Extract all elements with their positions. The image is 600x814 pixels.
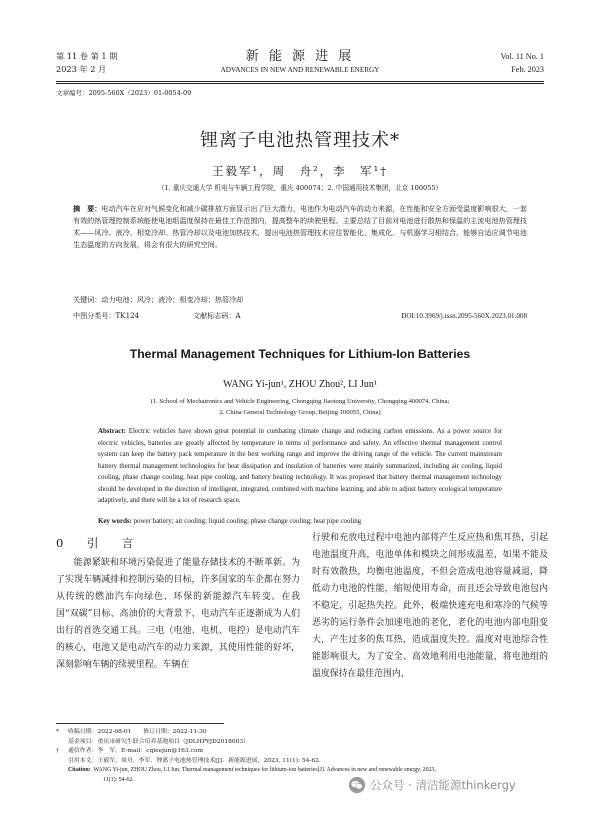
footnote-rule [56, 723, 224, 724]
footnote-cite-cn: 引用本文：王毅军，周舟，李军．锂离子电池热管理技术[J]．新能源进展，2023, 11(1): 54-62. [68, 757, 321, 764]
corresponding-author: 通信作者：李 军，E-mail：cqleejun@163.com [68, 748, 203, 754]
abstract-label-en: Abstract: [98, 428, 126, 435]
header-rule [56, 81, 544, 82]
abstract-cn [73, 203, 527, 251]
paragraph: 行驶和充放电过程中电池内部将产生反应热和焦耳热，引起电池温度升高，电池单体和模块之间形成温差，如果不能及时有效散热，均衡电池温度，不但会造成电池容量减退，降低动力电池的性能，缩短使用寿命，而且还会导致电池包内不稳定，引起热失控。此外，极端快速充电和寒冷的气候等恶劣的运行条件会加速电池的老化，老化的电池内部电阻变大，产生过多的焦耳热，造成温度失控。温度对电池综合性能影响很大，为了安全、高效地利用电池能量，将电池组的温度保持在最佳范围内， [312, 533, 548, 679]
wechat-icon [348, 776, 366, 794]
footnote-funding: 基金项目：重庆市研究生联合培养基地项目（JDLHPYJD2018003） [68, 738, 250, 745]
article-number: 文章编号：2095-560X（2023）01-0054-09 [56, 89, 192, 97]
received-dates: 收稿日期：2022-08-01 修订日期：2022-11-30 [68, 729, 207, 735]
abstract-en [98, 426, 502, 507]
abstract-text-en: Electric vehicles have shown great potential in combating climate change and reducing carbon emissions. As a power source for electric vehicles, batteries are greatly affected by temperature in terms of performance and safety. An effective thermal management control system can keep the battery pack temperature in the best working range and improve the driving range of the vehicle. The current mainstream battery thermal management technologies for heat dissipation and insulation of batteries were mainly summarized, including air cooling, liquid cooling, phase change cooling, heat pipe cooling, and battery heating technology. It was proposed that battery thermal management technology should be developed in the direction of intelligent, integrated, combined with machine learning, and able to adjust battery ecological temperature adaptively, and there will be a lot of research space. [98, 428, 502, 504]
class-number: 中图分类号：TK124 [73, 311, 140, 320]
volume-en: Vol. 11 No. 1 [500, 52, 544, 61]
keywords-label-cn: 关键词： [73, 295, 102, 304]
title-cn: 锂离子电池热管理技术* [200, 130, 400, 151]
affiliation-en [0, 397, 600, 418]
running-header [56, 50, 544, 80]
keywords-en [98, 516, 502, 527]
journal-name-en: ADVANCES IN NEW AND RENEWABLE ENERGY [220, 66, 380, 74]
affiliation-en-line-1: (1. School of Mechatronics and Vehicle Engineering, Chongqing Jiaotong University, Chongqing 400074, China; [150, 398, 450, 405]
document-mark: 文献标志码：A [193, 311, 241, 320]
citation-text: WANG Yi-jun, ZHOU Zhou, LI Jun. Thermal management techniques for lithium-ion batteries[J]. Advances in new and renewable energy, 2023, [93, 767, 436, 773]
date-cn: 2023 年 2 月 [56, 64, 107, 74]
keywords-cn [73, 294, 527, 306]
abstract-text-cn: 电动汽车在应对气候变化和减少碳排放方面显示出了巨大潜力，电池作为电动汽车的动力来源，在性能和安全方面受温度影响很大，一套有效的热管理控制系统能使电池组温度保持在最佳工作范围内，提高整车的续驶里程。主要总结了目前对电池进行散热和保温的主流电池热管理技术——风冷、液冷、相变冷却、热管冷却以及电池加热技术，提出电池热管理技术应往智能化、集成化、与机器学习相结合、能够自适应调节电池生态温度的方向发展，将会有很大的研究空间。 [73, 204, 527, 249]
dagger-symbol: † [56, 748, 59, 754]
section-heading: 0 引 言 [56, 536, 140, 550]
authors-en: WANG Yi-jun¹, ZHOU Zhou², LI Jun¹ [223, 379, 377, 390]
footnote-corresponding [56, 747, 552, 757]
header-rule-thin [56, 83, 544, 84]
affiliation-cn: （1. 重庆交通大学 机电与车辆工程学院，重庆 400074；2. 中国通用技术集团，北京 100055） [157, 184, 443, 192]
body-column-left [56, 555, 300, 674]
star-symbol: * [56, 729, 59, 735]
authors-cn: 王毅军¹，周 舟²，李 军¹† [211, 164, 389, 178]
journal-name-cn: 新 能 源 进 展 [245, 49, 355, 64]
doi: DOI:10.3969/j.issn.2095-560X.2023.01.008 [401, 312, 527, 320]
title-en: Thermal Management Techniques for Lithium-Ion Batteries [129, 347, 471, 361]
keywords-label-en: Key words: [98, 518, 132, 525]
watermark [348, 774, 516, 796]
abstract-label-cn: 摘 要： [73, 204, 102, 213]
classification-line [73, 310, 527, 322]
footnote-received [56, 728, 552, 738]
footnote-cite-en-cont: 11(1): 54-62. [103, 776, 134, 783]
volume-cn: 第 11 卷 第 1 期 [56, 51, 118, 61]
watermark-text: 公众号 · 清洁能源thinkergy [370, 778, 516, 792]
paragraph: 能源紧缺和环境污染促进了能量存储技术的不断革新。为了实现车辆减排和控制污染的目标，许多国家的车企都在努力从传统的燃油汽车向绿色、环保的新能源汽车转变。在我国“双碳”目标、高油价的大背景下，电动汽车正逐渐成为人们出行的首选交通工具。三电（电池、电机、电控）是电动汽车的核心，电池又是电动汽车的动力来源，其使用性能的好坏，深刻影响车辆的续驶里程。车辆在 [56, 558, 300, 670]
header-right [501, 50, 544, 76]
header-center [56, 50, 544, 77]
affiliation-en-line-2: 2. China General Technology Group, Beijing 100055, China) [219, 408, 381, 416]
body-column-right [312, 530, 548, 683]
keywords-text-en: power battery; air cooling; liquid cooling; phase change cooling; heat pipe cooling [133, 518, 362, 525]
citation-label: Citation: [68, 767, 91, 773]
date-en: Feb. 2023 [511, 65, 544, 74]
keywords-text-cn: 动力电池；风冷；液冷；相变冷却；热管冷却 [101, 295, 244, 304]
